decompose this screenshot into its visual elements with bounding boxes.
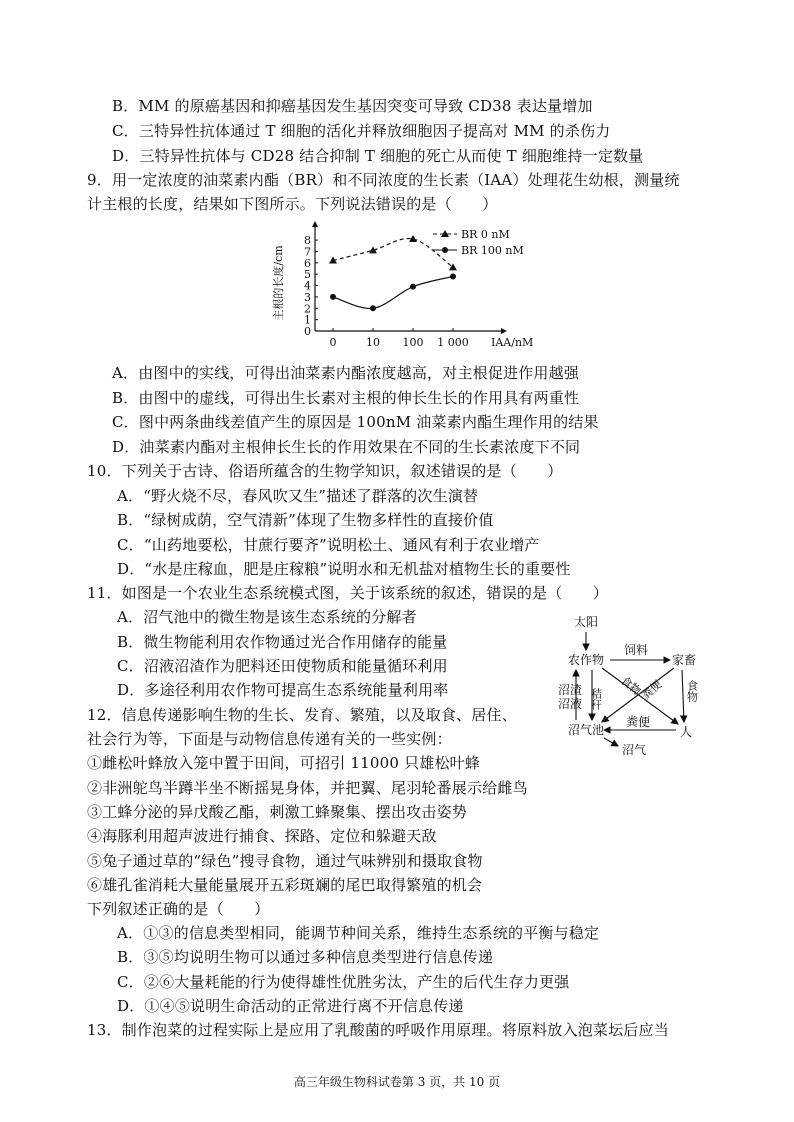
legend-label-2: BR 100 nM — [461, 244, 524, 257]
q12-example-6: ⑥雄孔雀消耗大量能量展开五彩斑斓的尾巴取得繁殖的机会 — [87, 876, 483, 894]
q8-option-c: C．三特异性抗体通过 T 细胞的活化并释放细胞因子提高对 MM 的杀伤力 — [112, 122, 611, 140]
diagram-residue: 沼渣 — [558, 683, 583, 697]
q9-stem-line2: 计主根的长度，结果如下图所示。下列说法错误的是（ ） — [87, 195, 498, 213]
q8-option-d: D．三特异性抗体与 CD28 结合抑制 T 细胞的死亡从而使 T 细胞维持一定数量 — [112, 147, 644, 165]
series-line-1 — [333, 238, 453, 267]
y-tick-label: 6 — [304, 256, 311, 270]
diagram-person: 人 — [680, 725, 693, 739]
diagram-slurry: 沼液 — [558, 697, 583, 711]
q12-example-5: ⑤兔子通过草的“绿色”搜寻食物，通过气味辨别和摄取食物 — [87, 852, 483, 870]
q12-stem-line1: 12．信息传递影响生物的生长、发育、繁殖，以及取食、居住、 — [87, 706, 517, 724]
q9-option-d: D．油菜素内酯对主根伸长生长的作用效果在不同的生长素浓度下不同 — [112, 438, 581, 456]
q12-example-4: ④海豚利用超声波进行捕食、探路、定位和躲避天敌 — [87, 827, 437, 845]
legend-marker-circle — [442, 247, 448, 253]
q10-option-b: B．“绿树成荫，空气清新”体现了生物多样性的直接价值 — [117, 511, 494, 529]
diagram-food-crop: 食物 — [618, 674, 644, 698]
q13-stem: 13．制作泡菜的过程实际上是应用了乳酸菌的呼吸作用原理。将原料放入泡菜坛后应当 — [87, 1021, 669, 1039]
arrow-livestock-to-person — [682, 670, 684, 722]
q12-example-3: ③工蜂分泌的异戊酸乙酯，刺激工蜂聚集、摆出攻击姿势 — [87, 803, 468, 821]
agri-ecosystem-diagram — [552, 610, 722, 760]
y-tick-label: 0 — [304, 325, 311, 338]
q9-option-a: A．由图中的实线，可得出油菜素内酯浓度越高，对主根促进作用越强 — [112, 364, 580, 382]
y-tick-label: 5 — [304, 268, 311, 282]
q11-option-c: C．沼液沼渣作为肥料还田使物质和能量循环利用 — [117, 657, 448, 675]
y-axis-arrow — [312, 221, 318, 227]
data-point-circle — [330, 294, 336, 300]
diagram-manure-person: 粪便 — [626, 715, 651, 729]
y-tick-label: 3 — [304, 290, 311, 304]
y-axis-label: 主根的长度/cm — [272, 245, 285, 321]
data-point-circle — [370, 305, 376, 311]
q12-ask: 下列叙述正确的是（ ） — [87, 900, 270, 918]
series-line-2 — [333, 276, 453, 308]
diagram-manure-livestock: 粪便 — [639, 677, 665, 703]
q10-stem: 10．下列关于古诗、俗语所蕴含的生物学知识，叙述错误的是（ ） — [87, 462, 563, 480]
q11-option-a: A．沼气池中的微生物是该生态系统的分解者 — [117, 608, 417, 626]
x-tick-label: 100 — [402, 336, 424, 349]
diagram-livestock: 家畜 — [672, 653, 697, 667]
x-tick-label: 10 — [366, 336, 380, 349]
q12-option-d: D．①④⑤说明生命活动的正常进行离不开信息传递 — [117, 997, 464, 1015]
page-footer: 高三年级生物科试卷第 3 页，共 10 页 — [293, 1075, 501, 1089]
diagram-sun: 太阳 — [574, 615, 599, 629]
x-axis-arrow — [501, 328, 507, 334]
q10-option-c: C．“山药地要松，甘蔗行要齐”说明松土、通风有利于农业增产 — [117, 536, 540, 554]
q9-stem-line1: 9．用一定浓度的油菜素内酯（BR）和不同浓度的生长素（IAA）处理花生幼根，测量统 — [87, 171, 680, 189]
y-tick-label: 4 — [304, 279, 311, 293]
diagram-biogas: 沼气 — [622, 743, 647, 757]
q9-line-chart — [265, 218, 565, 356]
diagram-biogas-pool: 沼气池 — [568, 723, 605, 737]
y-tick-label: 2 — [304, 302, 311, 316]
q9-option-c: C．图中两条曲线差值产生的原因是 100nM 油菜素内酯生理作用的结果 — [112, 413, 599, 431]
q9-option-b: B．由图中的虚线，可得出生长素对主根的伸长生长的作用具有两重性 — [112, 389, 580, 407]
y-tick-label: 7 — [304, 245, 311, 259]
q11-stem: 11．如图是一个农业生态系统模式图，关于该系统的叙述，错误的是（ ） — [87, 584, 609, 602]
y-tick-label: 1 — [304, 313, 311, 327]
x-tick-label: 1 000 — [437, 336, 469, 349]
q12-option-c: C．②⑥大量耗能的行为使得雄性优胜劣汰，产生的后代生存力更强 — [117, 973, 570, 991]
arrow-pool-to-biogas — [604, 738, 618, 746]
data-point-circle — [450, 273, 456, 279]
data-point-circle — [410, 284, 416, 290]
diagram-feed: 饲料 — [624, 643, 649, 657]
q10-option-a: A．“野火烧不尽，春风吹又生”描述了群落的次生演替 — [117, 487, 479, 505]
q12-option-a: A．①③的信息类型相同，能调节种间关系，维持生态系统的平衡与稳定 — [117, 924, 600, 942]
q12-stem-line2: 社会行为等，下面是与动物信息传递有关的一些实例： — [87, 730, 452, 748]
q12-example-1: ①雌松叶蜂放入笼中置于田间，可招引 11000 只雄松叶蜂 — [87, 754, 481, 772]
diagram-straw: 秸秆 — [589, 688, 603, 710]
x-axis-label: IAA/nM — [491, 336, 534, 349]
diagram-crop: 农作物 — [568, 653, 605, 667]
q12-option-b: B．③⑤均说明生物可以通过多种信息类型进行信息传递 — [117, 948, 494, 966]
q12-example-2: ②非洲鸵鸟半蹲半坐不断摇晃身体，并把翼、尾羽轮番展示给雌鸟 — [87, 779, 528, 797]
y-tick-label: 8 — [304, 234, 311, 248]
q11-option-b: B．微生物能利用农作物通过光合作用储存的能量 — [117, 633, 448, 651]
q11-option-d: D．多途径利用农作物可提高生态系统能量利用率 — [117, 681, 449, 699]
diagram-food-livestock: 食物 — [685, 680, 699, 702]
x-tick-label: 0 — [329, 336, 337, 349]
legend-label-1: BR 0 nM — [461, 228, 510, 241]
q8-option-b: B．MM 的原癌基因和抑癌基因发生基因突变可导致 CD38 表达量增加 — [112, 97, 593, 115]
q10-option-d: D．“水是庄稼血，肥是庄稼粮”说明水和无机盐对植物生长的重要性 — [117, 560, 571, 578]
